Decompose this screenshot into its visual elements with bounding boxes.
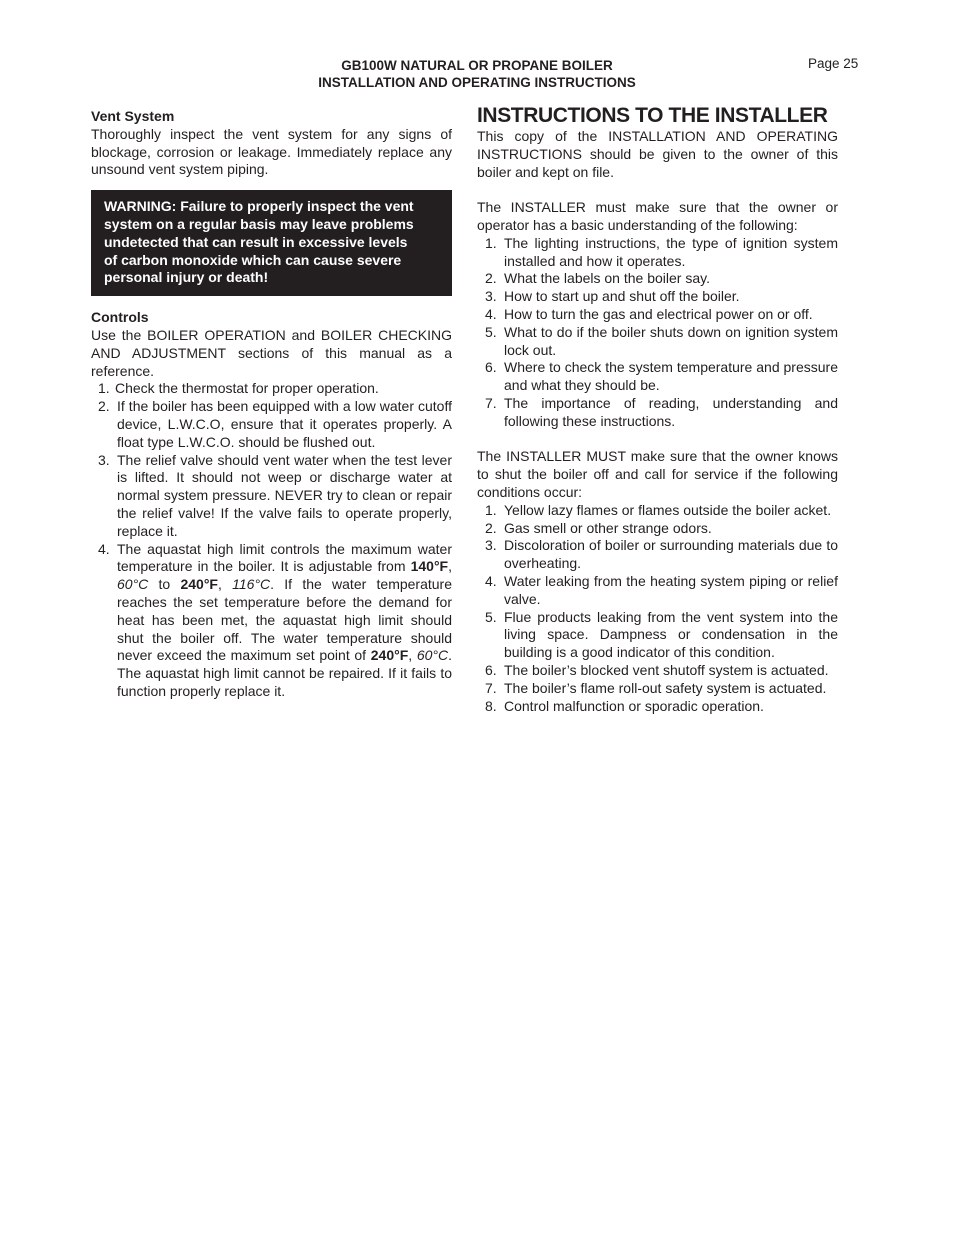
item-number: 7. [485,394,497,411]
list-item [477,288,838,306]
conditions-list [477,502,838,716]
item-text-part: . The aquastat high limit cannot be repaired. If it fails to function properly replace it. [117,647,453,699]
item-text: How to turn the gas and electrical power on or off. [504,305,813,322]
item-number: 1. [485,234,497,251]
temperature-value: 60°C [117,576,149,593]
warning-box [91,190,452,296]
list-item [477,359,838,395]
warning-line: of carbon monoxide which can cause severe [104,251,402,268]
temperature-value: 240°F [370,647,409,664]
item-text-part: . If the water temperature reaches the set temperature before the demand for heat has been met, the aquastat high limit should shut the boiler off. The water temperature should never exceed the maximum set point of [117,576,452,664]
conditions-intro: The INSTALLER MUST make sure that the owner knows to shut the boiler off and call for service if the following conditions occur: [477,448,838,500]
item-text-part: to [148,576,181,593]
item-number: 7. [485,679,497,696]
item-number: 5. [485,608,497,625]
item-number: 4. [485,305,497,322]
list-item [477,235,838,271]
list-item [91,398,452,451]
item-text: The boiler’s flame roll-out safety system is actuated. [504,679,827,696]
item-number: 3. [485,288,497,305]
item-text: Control malfunction or sporadic operation. [504,697,764,714]
vent-system-text: Thoroughly inspect the vent system for any signs of blockage, corrosion or leakage. Immediately replace any unsound vent system piping. [91,125,452,178]
item-text: If the boiler has been equipped with a low water cutoff device, L.W.C.O, ensure that it operates properly. A float type L.W.C.O. should be flushed out. [117,398,452,450]
item-number: 3. [485,537,497,554]
item-text: Where to check the system temperature and pressure and what they should be. [504,359,838,394]
item-text-part: The aquastat high limit controls the maximum water temperature in the boiler. It is adjustable from [117,540,452,575]
item-text: Gas smell or other strange odors. [504,519,712,536]
item-number: 2. [98,398,110,415]
item-text: The relief valve should vent water when the test lever is lifted. It should not weep or discharge water at normal system pressure. NEVER try to clean or repair the relief valve! If the valve fails to operate properly, replace it. [117,451,452,539]
header-title-line2: INSTALLATION AND OPERATING INSTRUCTIONS [318,75,636,90]
controls-intro: Use the BOILER OPERATION and BOILER CHECKING AND ADJUSTMENT sections of this manual as a reference. [91,326,452,379]
item-number: 4. [98,540,110,557]
item-number: 3. [98,451,110,468]
item-text: Discoloration of boiler or surrounding materials due to overheating. [504,537,838,572]
installer-intro: This copy of the INSTALLATION AND OPERATING INSTRUCTIONS should be given to the owner of this boiler and kept on file. [477,128,838,180]
temperature-value: 140°F [410,558,449,575]
list-item [477,324,838,360]
left-column [91,108,452,701]
understanding-intro: The INSTALLER must make sure that the owner or operator has a basic understanding of the following: [477,199,838,233]
item-number: 2. [485,270,497,287]
warning-line: WARNING: Failure to properly inspect the vent [104,198,414,215]
item-number: 6. [485,359,497,376]
list-item [477,609,838,662]
understanding-list [477,235,838,431]
list-item [477,680,838,698]
page-number: Page 25 [808,56,859,71]
item-text: Check the thermostat for proper operation. [115,380,379,397]
list-item [477,306,838,324]
list-item [477,573,838,609]
list-item [91,380,452,398]
separator: , [408,647,417,664]
temperature-value: 240°F [180,576,218,593]
list-item [477,270,838,288]
warning-line: undetected that can result in excessive levels [104,233,408,250]
item-text: What the labels on the boiler say. [504,270,710,287]
separator: , [217,576,233,593]
temperature-value: 116°C [232,576,271,593]
item-text: How to start up and shut off the boiler. [504,288,740,305]
controls-heading: Controls [91,309,149,326]
item-text: Yellow lazy flames or flames outside the boiler acket. [504,501,832,518]
item-text: The lighting instructions, the type of ignition system installed and how it operates. [504,234,838,269]
item-text: Flue products leaking from the vent system into the living space. Dampness or condensation in the building is a good indicator of this condition. [504,608,838,661]
item-number: 5. [485,323,497,340]
list-item [91,541,452,701]
warning-line: system on a regular basis may leave problems [104,215,414,232]
item-text: The importance of reading, understanding and following these instructions. [504,394,838,429]
header-title-line1: GB100W NATURAL OR PROPANE BOILER [341,58,613,73]
item-number: 6. [485,661,497,678]
list-item [91,452,452,541]
item-number: 2. [485,519,497,536]
item-number: 1. [98,380,110,397]
controls-list [91,380,452,700]
list-item [477,395,838,431]
list-item [477,520,838,538]
item-number: 1. [485,501,497,518]
installer-title: INSTRUCTIONS TO THE INSTALLER [477,104,828,127]
temperature-value: 60°C [416,647,449,664]
item-number: 4. [485,572,497,589]
list-item [477,662,838,680]
list-item [477,537,838,573]
item-text: What to do if the boiler shuts down on ignition system lock out. [504,323,838,358]
item-text: Water leaking from the heating system piping or relief valve. [504,572,838,607]
item-text: The boiler’s blocked vent shutoff system is actuated. [504,661,829,678]
list-item [477,698,838,716]
separator: , [448,558,452,575]
warning-line: personal injury or death! [104,269,269,286]
list-item [477,502,838,520]
right-column [477,104,838,715]
item-number: 8. [485,697,497,714]
vent-system-heading: Vent System [91,108,175,124]
